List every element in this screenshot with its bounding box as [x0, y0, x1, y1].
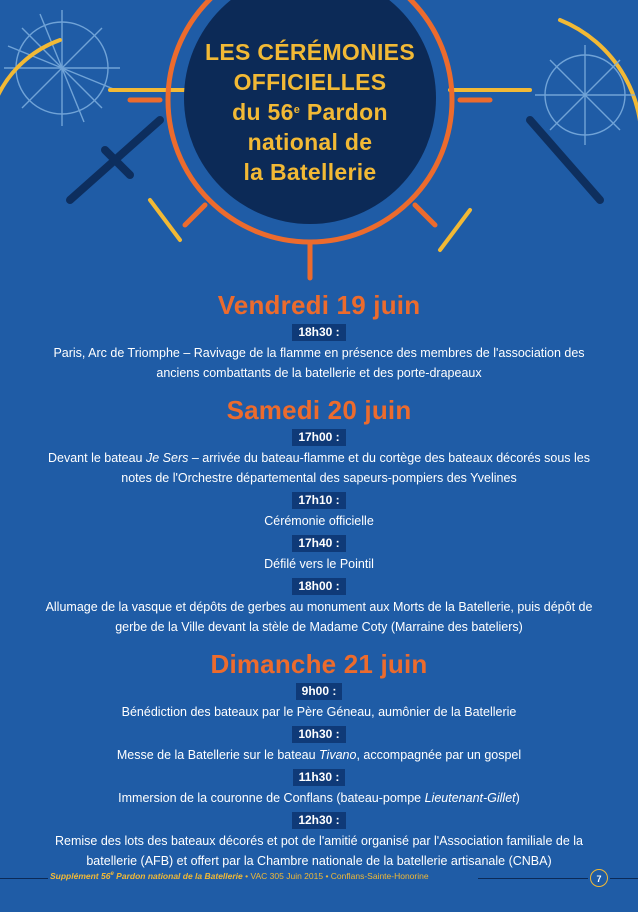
event-description: Cérémonie officielle [264, 514, 374, 528]
footer-text: Supplément 56e Pardon national de la Batellerie • VAC 305 Juin 2015 • Conflans-Sainte-Honorine [50, 871, 429, 881]
compass-star-right-icon [535, 45, 635, 145]
event-time: 12h30 : [292, 812, 345, 829]
event-item [0, 490, 638, 531]
event-time: 10h30 : [292, 726, 345, 743]
event-time: 17h00 : [292, 429, 345, 446]
event-item [0, 533, 638, 574]
event-description: Devant le bateau Je Sers – arrivée du bateau-flamme et du cortège des bateaux décorés sous les notes de l'Orchestre départemental des sapeurs-pompiers des Yvelines [47, 451, 590, 485]
event-description: Remise des lots des bateaux décorés et pot de l'amitié organisé par l'Association familiale de la batellerie (AFB) et offert par la Chambre nationale de la batellerie artisanale (CNBA) [55, 834, 583, 868]
day-heading-friday: Vendredi 19 juin [217, 290, 421, 320]
program-content [0, 288, 638, 873]
event-item [0, 427, 638, 488]
event-description: Immersion de la couronne de Conflans (bateau-pompe Lieutenant-Gillet) [118, 791, 520, 805]
footer-rule-left [0, 878, 48, 879]
event-time: 17h10 : [292, 492, 345, 509]
event-item [0, 724, 638, 765]
event-time: 18h00 : [292, 578, 345, 595]
event-time: 9h00 : [296, 683, 343, 700]
event-time: 18h30 : [292, 324, 345, 341]
title-line-5: la Batellerie [243, 159, 377, 185]
gold-wheel-left-icon [0, 40, 185, 240]
title-line-2: OFFICIELLES [233, 69, 387, 95]
navy-spoke-right-icon [530, 120, 600, 200]
event-time: 17h40 : [292, 535, 345, 552]
event-item [0, 810, 638, 871]
event-item [0, 767, 638, 808]
event-item [0, 576, 638, 637]
event-description: Paris, Arc de Triomphe – Ravivage de la flamme en présence des membres de l'association des anciens combattants de la batellerie et des porte-drapeaux [53, 346, 585, 380]
title-line-3: du 56e Pardon [232, 99, 388, 125]
event-item [0, 322, 638, 383]
event-description: Bénédiction des bateaux par le Père Géneau, aumônier de la Batellerie [121, 705, 517, 719]
day-heading-sunday: Dimanche 21 juin [210, 649, 428, 679]
footer-rule-end [610, 878, 638, 879]
title-line-4: national de [247, 129, 373, 155]
footer-rule-right [478, 878, 588, 879]
compass-star-left-icon [4, 10, 120, 126]
page-number: 7 [590, 869, 608, 887]
event-time: 11h30 : [293, 769, 346, 786]
navy-spoke-left-icon [70, 120, 160, 200]
event-description: Défilé vers le Pointil [264, 557, 374, 571]
event-description: Messe de la Batellerie sur le bateau Tivano, accompagnée par un gospel [116, 748, 522, 762]
event-item [0, 681, 638, 722]
day-heading-saturday: Samedi 20 juin [226, 395, 412, 425]
title-line-1: LES CÉRÉMONIES [205, 39, 415, 65]
event-description: Allumage de la vasque et dépôts de gerbes au monument aux Morts de la Batellerie, puis dépôt de gerbe de la Ville devant la stèle de Madame Coty (Marraine des bateliers) [45, 600, 593, 634]
page-footer [0, 869, 638, 889]
